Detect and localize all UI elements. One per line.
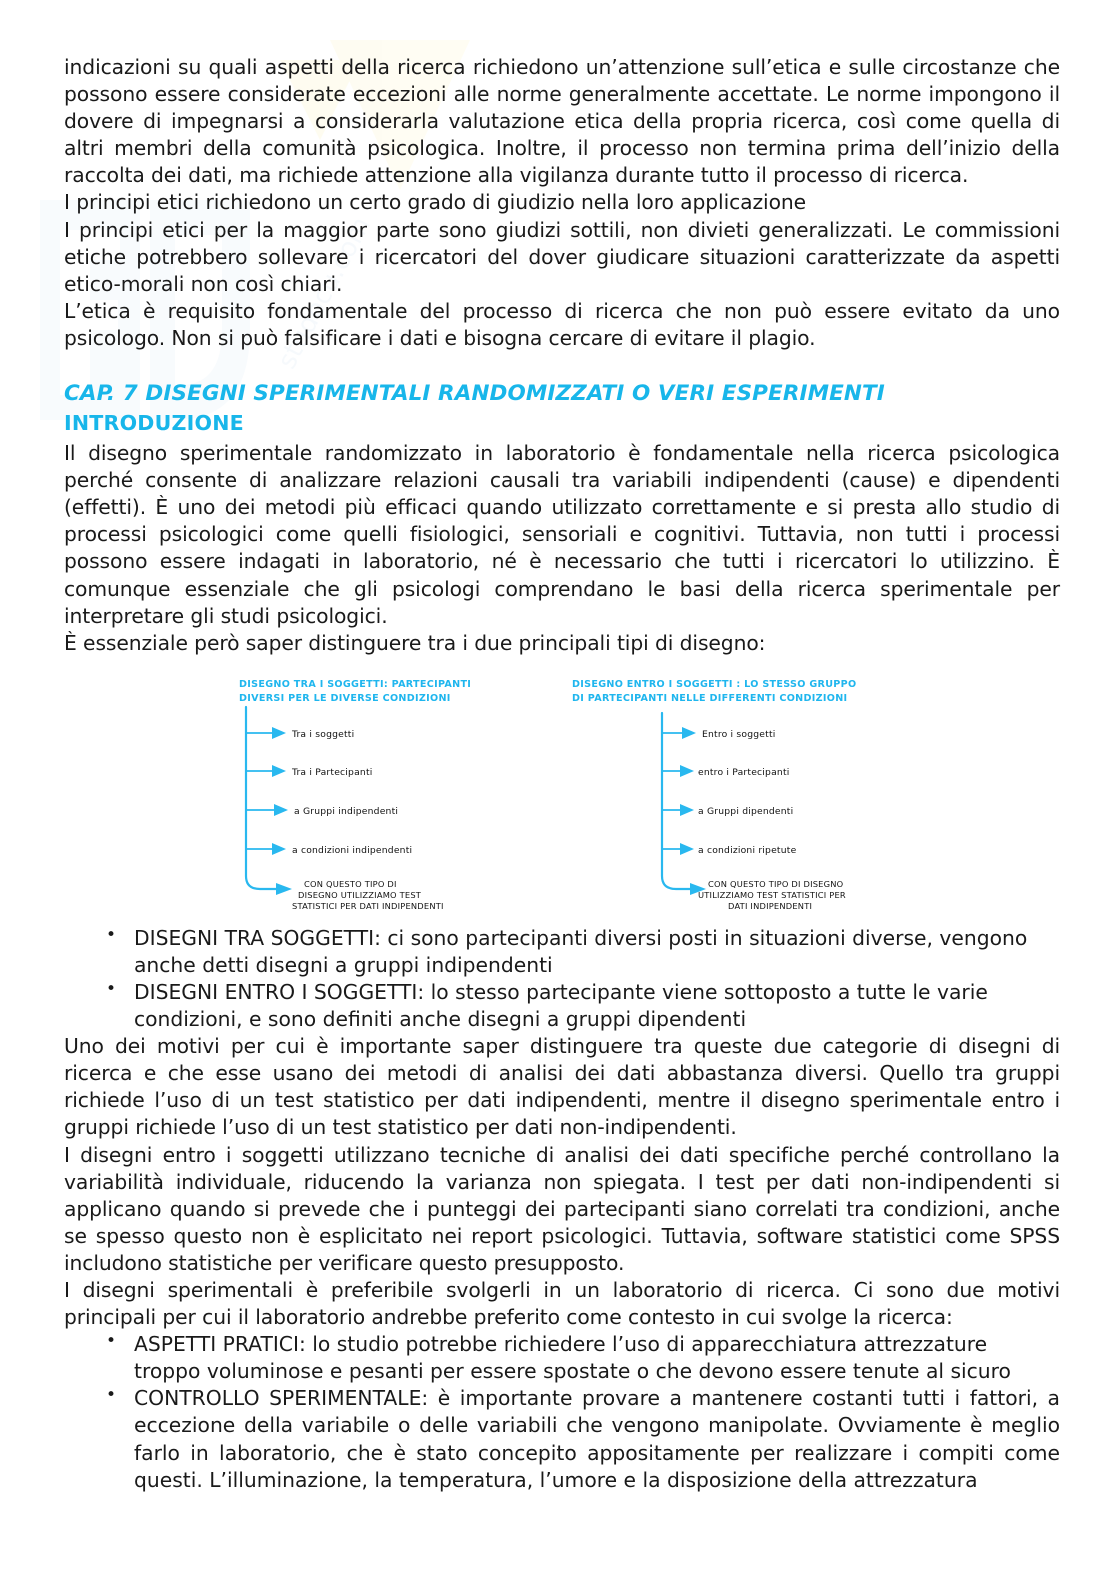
right-footer-line2: UTILIZZIAMO TEST STATISTICI PER xyxy=(698,889,846,900)
right-arrow-icon-1 xyxy=(682,727,696,739)
diagram-svg xyxy=(64,671,1060,917)
right-arrow-icon-3 xyxy=(680,804,694,816)
left-arrow-icon-2 xyxy=(272,765,286,777)
left-arrow-icon-1 xyxy=(272,727,286,739)
section-heading: INTRODUZIONE xyxy=(64,411,244,436)
left-arrow-icon-3 xyxy=(274,804,288,816)
right-title-line2: DI PARTECIPANTI NELLE DIFFERENTI CONDIZIONI xyxy=(572,692,848,704)
right-arrow-icon-4 xyxy=(680,843,694,855)
lab-bullet-list xyxy=(64,1331,1060,1494)
left-branch-label-1: Tra i soggetti xyxy=(292,728,355,740)
paragraph-intro-2: I principi etici richiedono un certo grado di giudizio nella loro applicazione xyxy=(64,190,807,215)
left-title-line1: DISEGNO TRA I SOGGETTI: PARTECIPANTI xyxy=(239,678,472,690)
left-branch-label-3: a Gruppi indipendenti xyxy=(294,805,399,817)
list-item xyxy=(64,979,1060,1033)
list-item xyxy=(64,1385,1060,1493)
bullet-text: CONTROLLO SPERIMENTALE: è importante provare a mantenere costanti tutti i fattori, a eccezione della variabile o delle variabili che vengono manipolate. Ovviamente è meglio farlo in laboratorio, che è stato concepito appositamente per realizzare i compiti come questi. L’illuminazione, la temperatura, l’umore e la disposizione della attrezzatura xyxy=(134,1386,1060,1492)
right-branch-label-4: a condizioni ripetute xyxy=(698,844,797,856)
left-title-line2: DIVERSI PER LE DIVERSE CONDIZIONI xyxy=(239,692,451,704)
right-branch-label-3: a Gruppi dipendenti xyxy=(698,805,794,817)
right-branch-label-1: Entro i soggetti xyxy=(702,728,776,740)
right-branch-label-2: entro i Partecipanti xyxy=(698,766,790,778)
right-title-line1: DISEGNO ENTRO I SOGGETTI : LO STESSO GRUPPO xyxy=(572,678,857,690)
paragraph-intro-3: I principi etici per la maggior parte sono giudizi sottili, non divieti generalizzati. Le commissioni etiche potrebbero sollevare i ricercatori del dover giudicare situazioni caratterizzate da aspetti etico-morali non così chiari. xyxy=(64,217,1060,296)
paragraph-section-2: È essenziale però saper distinguere tra i due principali tipi di disegno: xyxy=(64,630,766,655)
paragraph-section-1: Il disegno sperimentale randomizzato in laboratorio è fondamentale nella ricerca psicologica perché consente di analizzare relazioni causali tra variabili indipendenti (cause) e dipendenti (effetti). È uno dei metodi più efficaci quando utilizzato correttamente e si presta allo studio di processi psicologici come quelli fisiologici, sensoriali e cognitivi. Tuttavia, non tutti i processi possono essere indagati in laboratorio, né è necessario che tutti i ricercatori lo utilizzino. È comunque essenziale che gli psicologi comprendano le basi della ricerca sperimentale per interpretare gli studi psicologici. xyxy=(64,441,1060,628)
left-footer-line1: CON QUESTO TIPO DI xyxy=(304,878,397,889)
bullet-text: ASPETTI PRATICI: lo studio potrebbe richiedere l’uso di apparecchiatura attrezzature xyxy=(134,1332,988,1357)
design-bullet-list xyxy=(64,925,1060,1033)
left-footer-line3: STATISTICI PER DATI INDIPENDENTI xyxy=(292,900,444,911)
bullet-text: DISEGNI TRA SOGGETTI: ci sono partecipanti diversi posti in situazioni diverse, vengono xyxy=(134,925,1028,950)
diagram-left xyxy=(239,679,471,911)
paragraph-after-3: I disegni sperimentali è preferibile svolgerli in un laboratorio di ricerca. Ci sono due motivi principali per cui il laboratorio andrebbe preferito come contesto in cui svolge la ricerca: xyxy=(64,1278,1060,1330)
svg-text:studocu.com: studocu.com xyxy=(272,212,378,374)
left-branch-label-4: a condizioni indipendenti xyxy=(292,844,413,856)
list-item xyxy=(64,1331,1060,1385)
handwritten-diagram xyxy=(64,671,1060,917)
left-arrow-icon-5 xyxy=(276,883,292,895)
diagram-right xyxy=(572,679,856,911)
right-footer-line1: CON QUESTO TIPO DI DISEGNO xyxy=(708,878,844,889)
left-branch-label-2: Tra i Partecipanti xyxy=(292,766,373,778)
paragraph-intro-1: indicazioni su quali aspetti della ricerca richiedono un’attenzione sull’etica e sulle circostanze che possono essere considerate eccezioni alle norme generalmente accettate. Le norme impongono il dovere di impegnarsi a considerarla valutazione etica della propria ricerca, così come quella di altri membri della comunità psicologica. Inoltre, il processo non termina prima dell’inizio della raccolta dei dati, ma richiede attenzione alla vigilanza durante tutto il processo di ricerca. xyxy=(64,55,1060,188)
right-arrow-icon-2 xyxy=(680,765,694,777)
bullet-text-continued: condizioni, e sono definiti anche disegni a gruppi dipendenti xyxy=(134,1007,747,1032)
bullet-text-continued: troppo voluminose e pesanti per essere spostate o che devono essere tenute al sicuro xyxy=(134,1359,1011,1384)
bullet-text: DISEGNI ENTRO I SOGGETTI: lo stesso partecipante viene sottoposto a tutte le varie xyxy=(134,979,988,1004)
chapter-heading: CAP. 7 DISEGNI SPERIMENTALI RANDOMIZZATI O VERI ESPERIMENTI xyxy=(64,381,885,407)
left-arrow-icon-4 xyxy=(272,843,286,855)
left-footer-line2: DISEGNO UTILIZZIAMO TEST xyxy=(298,889,422,900)
bullet-text-continued: anche detti disegni a gruppi indipendenti xyxy=(134,952,553,977)
paragraph-after-2: I disegni entro i soggetti utilizzano tecniche di analisi dei dati specifiche perché controllano la variabilità individuale, riducendo la varianza non spiegata. I test per dati non-indipendenti si applicano quando si prevede che i punteggi dei partecipanti siano correlati tra condizioni, anche se spesso questo non è esplicitato nei report psicologici. Tuttavia, software statistici come SPSS includono statistiche per verificare questo presupposto. xyxy=(64,1142,1060,1275)
paragraph-after-1: Uno dei motivi per cui è importante saper distinguere tra queste due categorie di disegni di ricerca e che esse usano dei metodi di analisi dei dati abbastanza diversi. Quello tra gruppi richiede l’uso di un test statistico per dati indipendenti, mentre il disegno sperimentale entro i gruppi richiede l’uso di un test statistico per dati non-indipendenti. xyxy=(64,1034,1060,1140)
right-footer-line3: DATI INDIPENDENTI xyxy=(728,900,813,911)
right-trunk-line xyxy=(662,713,692,889)
paragraph-intro-4: L’etica è requisito fondamentale del processo di ricerca che non può essere evitato da uno psicologo. Non si può falsificare i dati e bisogna cercare di evitare il plagio. xyxy=(64,298,1060,350)
list-item xyxy=(64,925,1060,979)
